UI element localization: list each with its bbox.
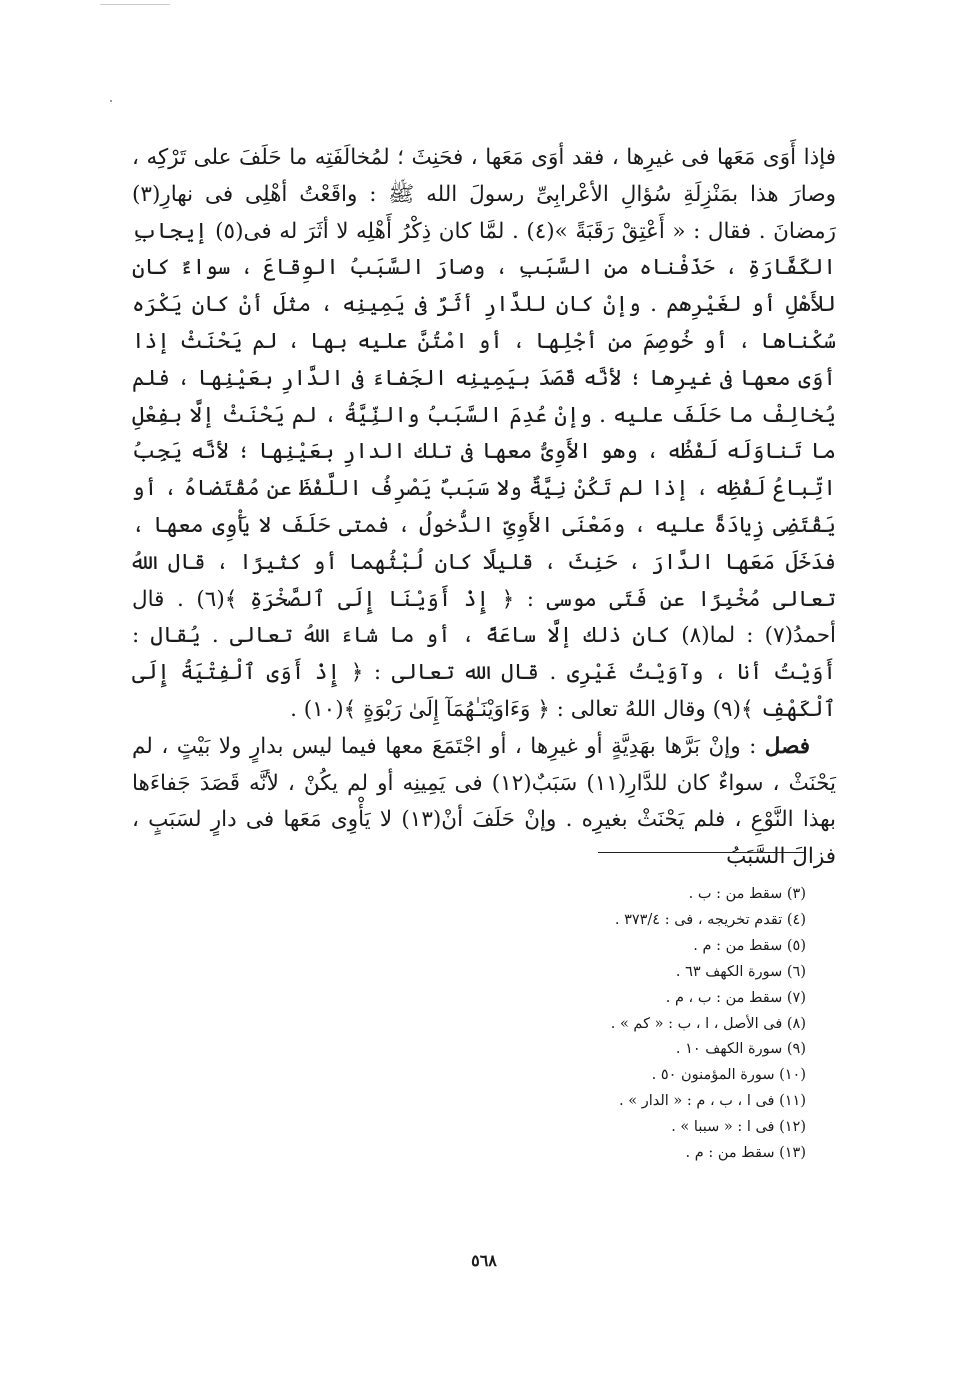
footnote-item: (٧) سقط من : ب ، م .: [665, 989, 806, 1006]
body-paragraph: فإذا أَوَى مَعَها فى غيرِها ، فقد أوَى مَعَها ، فحَنِثَ ؛ لمُخالَفَتِه ما حَلَفَ على تَرْكِه ، وصارَ هذا بمَنْزِلَةِ سُؤالِ الأعْرابِىِّ رسولَ الله ﷺ : واقَعْتُ أهْلِى فى نهارِ(٣) رَمضانَ . فقال : « أَعْتِقْ رَقَبَةً »(٤) . لمَّا كان ذِكْرُ أَهْلِه لا أثَرَ له فى(٥) إيجابِ الكَفَّارَةِ ، حَذَفْناه من السَّبَبِ ، وصارَ السَّبَبُ الوِقاعَ ، سواءٌ كان للأَهْلِ أو لغَيْرِهم . وإنْ كان للدَّارِ أثَرٌ فى يَمِينِه ، مثلَ أنْ كان يَكْرَه سُكْناها ، أو خُوصِمَ من أجْلِها ، أو امْتُنَّ عليه بها ، لم يَحْنَثْ إذا أوَى معها فى غيرِها ؛ لأنَّه قَصَدَ بيَمِينِه الجَفاءَ فى الدَّارِ بعَيْنِها ، فلم يُخالِفْ ما حَلَفَ عليه . وإنْ عُدِمَ السَّبَبُ والنِّيَّةُ ، لم يَحْنَثْ إلَّا بفِعْلِ ما تَناوَلَه لَفْظُه ، وهو الأَوِىُّ معها فى تلك الدارِ بعَيْنِها ؛ لأنَّه يَجِبُ اتِّباعُ لَفْظِه ، إذا لم تَكُنْ نِيَّةٌ ولا سَبَبٌ يَصْرِفُ اللَّفْظَ عن مُقْتَضاهُ ، أو يَقْتَضِى زِيادَةً عليه ، ومَعْنَى الأَوِىِّ الدُّخولُ ، فمتى حَلَفَ لا يَأْوِى معها ، فدَخَلَ مَعَها الدَّارَ ، حَنِثَ ، قليلًا كان لُبْثُهما أو كثيرًا ، قال اللهُ تعالى مُخْبِرًا عن فَتَى موسى : ﴿ إِذْ أَوَيْنَا إِلَى ٱلصَّخْرَةِ ﴾(٦) . قال أحمدُ(٧) : لما(٨) كان ذلك إلَّا ساعَةً ، أو ما شاءَ اللهُ تعالى . يُقال : أَوَيْتُ أنا ، وآوَيْتُ غَيْرِى . قال الله تعالى : ﴿ إِذْ أَوَى ٱلْفِتْيَةُ إِلَى ٱلْكَهْفِ ﴾(٩) وقال اللهُ تعالى : ﴿ وَءَاوَيْنَـٰهُمَآ إِلَىٰ رَبْوَةٍ ﴾(١٠) .: [132, 145, 837, 722]
fasl-paragraph: [132, 729, 836, 876]
main-text-block: [132, 140, 836, 876]
footnote-item: (٩) سورة الكهف ١٠ .: [675, 1041, 806, 1058]
page-number: ٥٦٨: [471, 1251, 497, 1270]
footnote-item: (٥) سقط من : م .: [693, 937, 806, 954]
footnote-separator: [598, 852, 804, 853]
footnote-item: (٣) سقط من : ب .: [688, 886, 806, 902]
fasl-text: : وإنْ بَرَّها بهَدِيَّةٍ أو غيرِها ، أو اجْتَمَعَ معها فيما ليس بدارٍ ولا بَيْتٍ ، لم يَحْنَثْ ، سواءٌ كان للدَّارِ(١١) سَبَبٌ(١٢) فى يَمِينِه أو لم يكُنْ ، لأنَّه قَصَدَ جَفاءَها بهذا النَّوْعِ ، فلم يَحْنَثْ بغيرِه . وإنْ حَلَفَ أنْ(١٣) لا يَأْوِى مَعَها فى دارٍ لسَبَبٍ ، فزالَ السَّبَبُ: [132, 733, 836, 870]
footnote-item: (١٣) سقط من : م .: [685, 1145, 806, 1162]
footnote-item: (٨) فى الأصل ، ا ، ب : « كم » .: [610, 1015, 806, 1032]
footnote-item: (١٢) فى ا : « سببا » .: [671, 1119, 806, 1136]
footnotes-list: [286, 882, 806, 1167]
footnote-item: (٤) تقدم تخريجه ، فى : ٣٧٣/٤ .: [614, 911, 806, 928]
footnote-item: (١٠) سورة المؤمنون ٥٠ .: [651, 1067, 806, 1084]
fasl-label: فصل: [764, 733, 810, 759]
scan-speck: [100, 4, 170, 5]
footnote-item: (٦) سورة الكهف ٦٣ .: [675, 963, 806, 980]
scan-speck: [110, 100, 112, 102]
footnote-item: (١١) فى ا ، ب ، م : « الدار » .: [619, 1093, 806, 1110]
